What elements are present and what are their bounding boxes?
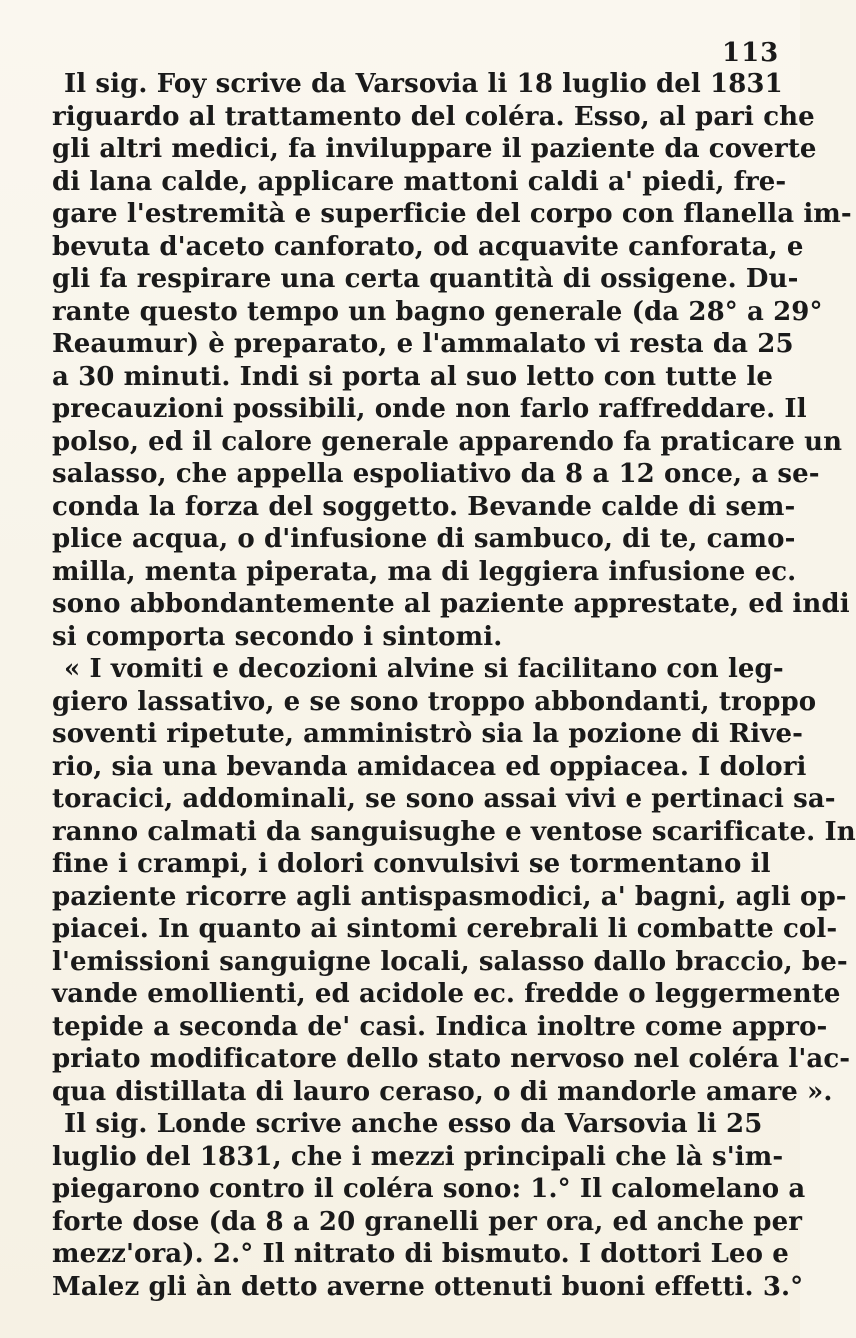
text-line: bevuta d'aceto canforato, od acquavite canforata, e — [52, 231, 804, 262]
text-line: toracici, addominali, se sono assai vivi e pertinaci sa- — [52, 784, 836, 814]
text-line: fine i crampi, i dolori convulsivi se tormentano il — [52, 849, 771, 879]
text-line: gli altri medici, fa inviluppare il paziente da coverte — [52, 134, 817, 164]
text-line: Malez gli àn detto averne ottenuti buoni effetti. 3.° — [52, 1271, 804, 1302]
text-line: di lana calde, applicare mattoni caldi a' piedi, fre- — [52, 166, 787, 197]
text-line: luglio del 1831, che i mezzi principali che là s'im- — [52, 1141, 784, 1172]
text-line: gare l'estremità e superficie del corpo con flanella im- — [52, 199, 852, 229]
text-line: gli fa respirare una certa quantità di ossigene. Du- — [52, 264, 799, 294]
text-line: milla, menta piperata, ma di leggiera infusione ec. — [52, 556, 797, 587]
text-line: forte dose (da 8 a 20 granelli per ora, ed anche per — [52, 1206, 803, 1237]
page-text — [52, 68, 856, 1303]
text-line: priato modificatore dello stato nervoso nel coléra l'ac- — [52, 1044, 851, 1074]
text-line: Il sig. Londe scrive anche esso da Varsovia li 25 — [64, 1109, 763, 1139]
text-line: qua distillata di lauro ceraso, o di mandorle amare ». — [52, 1076, 833, 1107]
text-line: ranno calmati da sanguisughe e ventose scarificate. In — [52, 816, 856, 847]
text-line: soventi ripetute, amministrò sia la pozione di Rive- — [52, 719, 804, 749]
text-line: rio, sia una bevanda amidacea ed oppiacea. I dolori — [52, 751, 807, 782]
text-line: l'emissioni sanguigne locali, salasso dallo braccio, be- — [52, 946, 848, 977]
text-line: piegarono contro il coléra sono: 1.° Il calomelano a — [52, 1174, 806, 1204]
text-line: Reaumur) è preparato, e l'ammalato vi resta da 25 — [52, 329, 794, 359]
text-line: polso, ed il calore generale apparendo fa praticare un — [52, 426, 843, 457]
text-line: paziente ricorre agli antispasmodici, a' bagni, agli op- — [52, 881, 847, 912]
text-line: salasso, che appella espoliativo da 8 a 12 once, a se- — [52, 459, 820, 489]
text-line: rante questo tempo un bagno generale (da 28° a 29° — [52, 296, 823, 327]
text-line: piacei. In quanto ai sintomi cerebrali li combatte col- — [52, 914, 838, 944]
page-number: 113 — [722, 38, 780, 68]
text-line: « I vomiti e decozioni alvine si facilitano con leg- — [64, 654, 784, 684]
text-line: sono abbondantemente al paziente apprestate, ed indi — [52, 589, 850, 619]
text-line: conda la forza del soggetto. Bevande calde di sem- — [52, 491, 796, 522]
text-line: mezz'ora). 2.° Il nitrato di bismuto. I dottori Leo e — [52, 1239, 789, 1269]
text-line: plice acqua, o d'infusione di sambuco, di te, camo- — [52, 524, 796, 554]
text-line: vande emollienti, ed acidole ec. fredde o leggermente — [52, 979, 841, 1009]
text-line: a 30 minuti. Indi si porta al suo letto con tutte le — [52, 361, 773, 392]
text-line: si comporta secondo i sintomi. — [52, 621, 503, 652]
text-line: giero lassativo, e se sono troppo abbondanti, troppo — [52, 686, 817, 717]
text-line: precauzioni possibili, onde non farlo raffreddare. Il — [52, 394, 807, 424]
text-line: riguardo al trattamento del coléra. Esso, al pari che — [52, 101, 815, 132]
text-line: tepide a seconda de' casi. Indica inoltre come appro- — [52, 1011, 828, 1042]
text-line: Il sig. Foy scrive da Varsovia li 18 luglio del 1831 — [64, 69, 783, 99]
